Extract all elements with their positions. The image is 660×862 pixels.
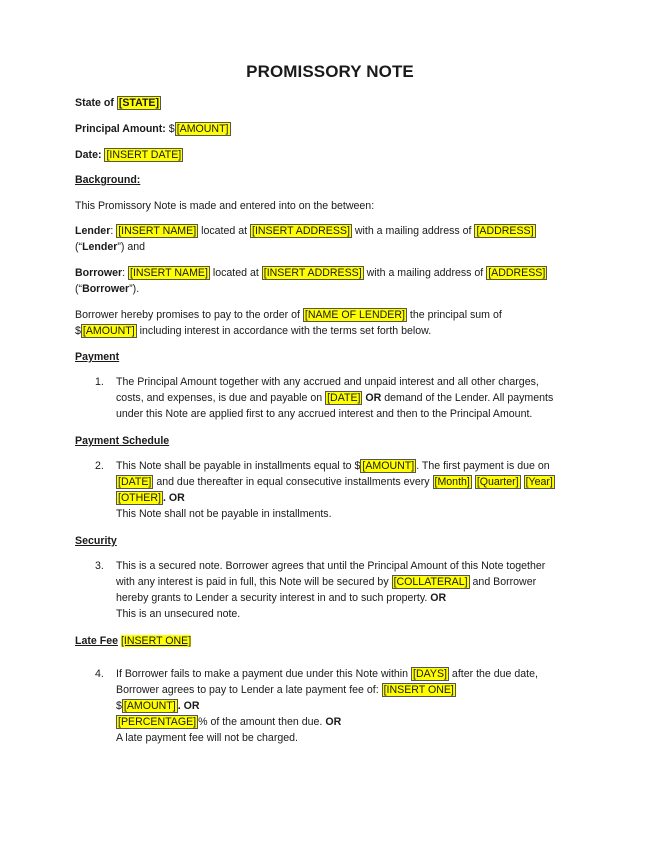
lender-open-quote: (“ [75, 241, 83, 253]
lender-label: Lender [75, 225, 111, 237]
borrower-mailing-address-field[interactable]: [ADDRESS] [488, 267, 546, 279]
schedule-text-2a: and due thereafter in equal consecutive installments every [156, 476, 430, 488]
payment-text-2a: costs, and expenses, is due and payable on [116, 392, 323, 404]
late-fee-heading [75, 633, 595, 649]
state-label: State of [75, 97, 114, 109]
security-line-2 [116, 574, 596, 590]
late-fee-text-1b: after the due date, [451, 668, 538, 680]
document-title: PROMISSORY NOTE [246, 62, 414, 81]
background-heading-text: Background: [75, 174, 141, 186]
security-heading [75, 533, 595, 549]
security-or: OR [430, 592, 447, 604]
late-fee-heading-text: Late Fee [75, 635, 118, 647]
security-text-3a: hereby grants to Lender a security interest in and to such property. [116, 592, 428, 604]
borrower-name-field[interactable]: [INSERT NAME] [130, 267, 208, 279]
schedule-date-field[interactable]: [DATE] [118, 476, 152, 488]
promise-amount-field[interactable]: [AMOUNT] [82, 325, 135, 337]
lender-name-of-field[interactable]: [NAME OF LENDER] [304, 309, 405, 321]
lender-defined-term: Lender [82, 241, 118, 253]
promise-paragraph [75, 307, 595, 339]
date-line [75, 147, 595, 163]
payment-number: 1. [95, 376, 104, 388]
state-field[interactable]: [STATE] [118, 97, 160, 109]
promise-text-1: Borrower hereby promises to pay to the order of [75, 309, 300, 321]
late-fee-heading-field[interactable]: [INSERT ONE] [120, 635, 192, 647]
lender-address-field[interactable]: [INSERT ADDRESS] [252, 225, 350, 237]
borrower-colon: : [122, 267, 126, 279]
late-fee-clause [116, 666, 596, 746]
payment-heading-text: Payment [75, 351, 120, 363]
late-fee-line-3 [116, 698, 596, 714]
late-fee-line-4 [116, 714, 596, 730]
borrower-line-2 [75, 281, 595, 297]
background-heading [75, 172, 595, 188]
promise-text-3: including interest in accordance with the terms set forth below. [139, 325, 432, 337]
state-line [75, 95, 595, 111]
payment-line-2 [116, 390, 596, 406]
borrower-label: Borrower [75, 267, 123, 279]
lender-line-2 [75, 239, 595, 255]
late-fee-line-2 [116, 682, 596, 698]
security-clause [116, 558, 596, 622]
late-fee-currency: $ [116, 700, 122, 712]
late-fee-or-1: . OR [177, 700, 200, 712]
promise-line-1 [75, 307, 595, 323]
payment-clause [116, 374, 596, 422]
principal-currency: $ [168, 123, 175, 135]
schedule-number: 2. [95, 460, 104, 472]
schedule-quarter-field[interactable]: [Quarter] [476, 476, 519, 488]
late-fee-line-5: A late payment fee will not be charged. [116, 732, 298, 744]
schedule-amount-field[interactable]: [AMOUNT] [362, 460, 415, 472]
lender-colon: : [110, 225, 114, 237]
security-text-2b: and Borrower [472, 576, 537, 588]
late-fee-number: 4. [95, 668, 104, 680]
security-line-1: This is a secured note. Borrower agrees that until the Principal Amount of this Note together [116, 560, 546, 572]
date-field[interactable]: [INSERT DATE] [106, 149, 182, 161]
borrower-paragraph [75, 265, 595, 297]
lender-mailing-address-field[interactable]: [ADDRESS] [476, 225, 534, 237]
security-text-2a: with any interest is paid in full, this Note will be secured by [116, 576, 389, 588]
late-fee-insert-one-field[interactable]: [INSERT ONE] [383, 684, 454, 696]
promise-text-2: the principal sum of [409, 309, 502, 321]
security-collateral-field[interactable]: [COLLATERAL] [393, 576, 468, 588]
date-label: Date: [75, 149, 102, 161]
late-fee-text-1a: If Borrower fails to make a payment due under this Note within [116, 668, 409, 680]
payment-line-3: under this Note are applied first to any accrued interest and then to the Principal Amount. [116, 408, 533, 420]
security-heading-text: Security [75, 535, 117, 547]
principal-amount-field[interactable]: [AMOUNT] [176, 123, 229, 135]
borrower-mailing-text: with a mailing address of [366, 267, 484, 279]
borrower-located-at: located at [212, 267, 259, 279]
lender-line-1 [75, 223, 595, 239]
borrower-open-quote: (“ [75, 283, 83, 295]
schedule-line-1 [116, 458, 596, 474]
payment-text-2b: demand of the Lender. All payments [384, 392, 554, 404]
schedule-year-field[interactable]: [Year] [525, 476, 553, 488]
schedule-other-field[interactable]: [OTHER] [118, 492, 161, 504]
borrower-line-1 [75, 265, 595, 281]
late-fee-line-1 [116, 666, 596, 682]
security-line-3 [116, 590, 596, 606]
borrower-defined-term: Borrower [82, 283, 130, 295]
schedule-or: . OR [162, 492, 185, 504]
principal-line [75, 121, 595, 137]
payment-line-1: The Principal Amount together with any accrued and unpaid interest and all other charges, [116, 376, 539, 388]
payment-date-field[interactable]: [DATE] [327, 392, 361, 404]
borrower-close-quote: ”). [129, 283, 140, 295]
borrower-address-field[interactable]: [INSERT ADDRESS] [263, 267, 362, 279]
security-line-4: This is an unsecured note. [116, 608, 241, 620]
schedule-heading [75, 433, 595, 449]
schedule-month-field[interactable]: [Month] [434, 476, 470, 488]
schedule-heading-text: Payment Schedule [75, 435, 170, 447]
background-intro: This Promissory Note is made and entered into on the between: [75, 200, 375, 212]
schedule-text-1a: This Note shall be payable in installments equal to $ [116, 460, 361, 472]
lender-mailing-text: with a mailing address of [354, 225, 472, 237]
late-fee-days-field[interactable]: [DAYS] [413, 668, 447, 680]
late-fee-amount-field[interactable]: [AMOUNT] [123, 700, 176, 712]
security-number: 3. [95, 560, 104, 572]
late-fee-percentage-field[interactable]: [PERCENTAGE] [118, 716, 197, 728]
schedule-line-4: This Note shall not be payable in installments. [116, 508, 332, 520]
late-fee-text-2a: Borrower agrees to pay to Lender a late payment fee of: [116, 684, 379, 696]
lender-located-at: located at [201, 225, 248, 237]
schedule-text-1b: . The first payment is due on [416, 460, 550, 472]
schedule-line-2 [116, 474, 596, 490]
lender-name-field[interactable]: [INSERT NAME] [118, 225, 197, 237]
late-fee-or-2: OR [325, 716, 342, 728]
schedule-line-3 [116, 490, 596, 506]
promise-line-2 [75, 323, 595, 339]
schedule-clause [116, 458, 596, 522]
promise-currency: $ [75, 325, 81, 337]
lender-close-quote: ”) and [117, 241, 146, 253]
lender-paragraph [75, 223, 595, 255]
payment-or: OR [365, 392, 382, 404]
principal-label: Principal Amount: [75, 123, 166, 135]
payment-heading [75, 349, 595, 365]
late-fee-text-4b: % of the amount then due. [198, 716, 323, 728]
